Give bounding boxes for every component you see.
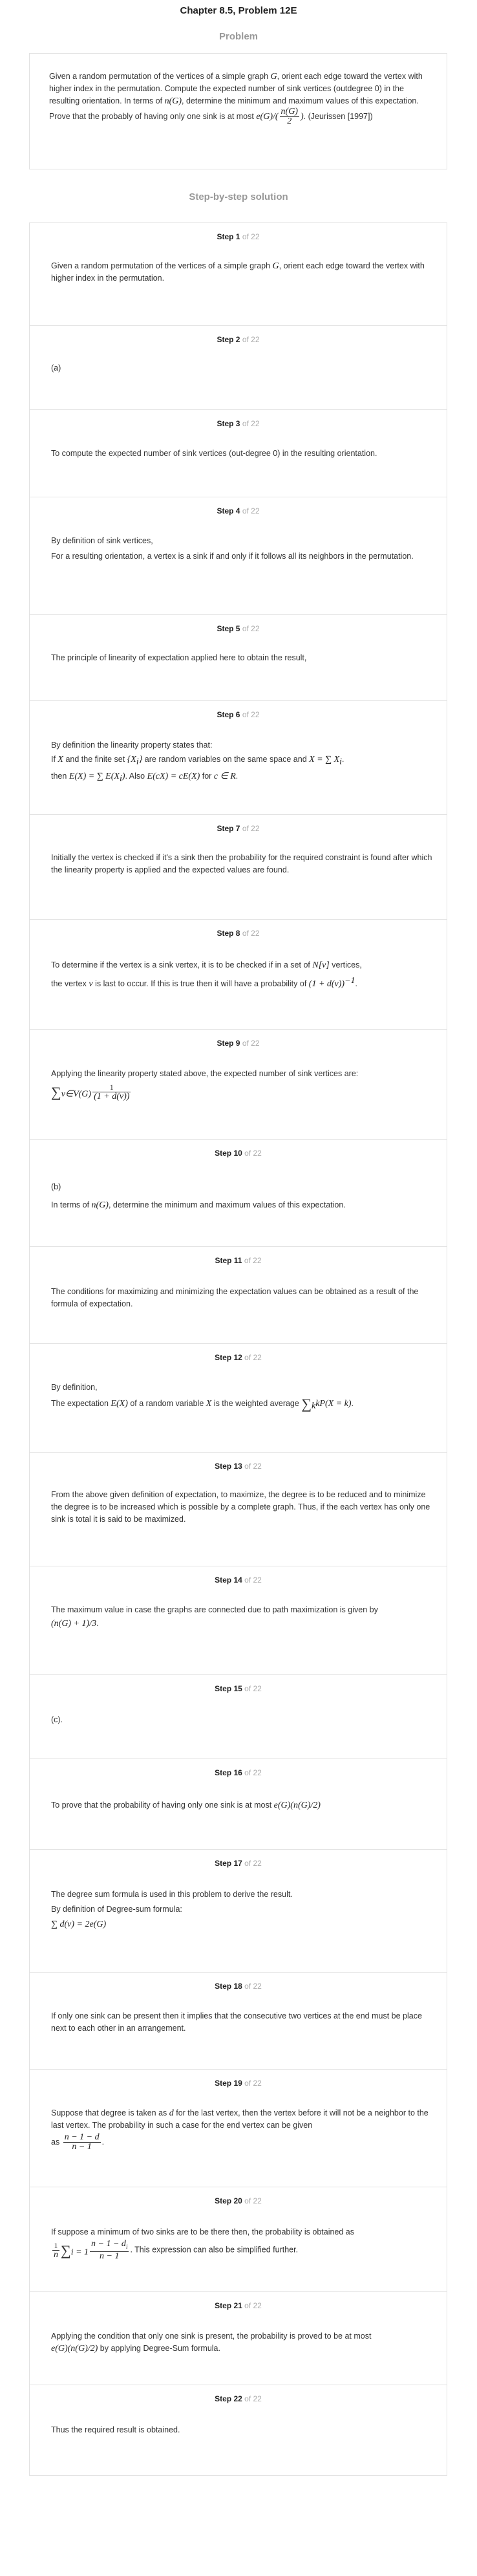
step-card: Step 9 of 22 Applying the linearity property stated above, the expected number of sink vertices are: $\sum_{v\in V(G)}$ $\frac{1}{(1 + d(v))}$ <box>29 1030 447 1140</box>
math-bound: e(G)/( <box>256 111 279 122</box>
step-total: of 22 <box>244 2301 262 2310</box>
page-title: Chapter 8.5, Problem 12E <box>180 5 297 16</box>
step-number: Step 9 <box>217 1039 240 1048</box>
step-number: Step 8 <box>217 929 240 938</box>
step-number: Step 20 <box>215 2196 242 2205</box>
step-card: Step 19 of 22 Suppose that degree is taken as d for the last vertex, then the vertex before it will not be a neighbor to the last vertex. The probability in such a case for the end vertex can be given as $\frac{n - 1 - d}{n - 1}$ . <box>29 2070 447 2187</box>
step-total: of 22 <box>244 1859 262 1868</box>
step-number: Step 3 <box>217 419 240 428</box>
step-card: Step 21 of 22 Applying the condition that only one sink is present, the probability is proved to be at most e(G)(n(G)/2) by applying Degree-Sum formula. <box>29 2292 447 2385</box>
step-number: Step 19 <box>215 2079 242 2088</box>
step-card: Step 1 of 22 Given a random permutation of the vertices of a simple graph G, orient each edge toward the vertex with higher index in the permutation. <box>29 222 447 326</box>
step-card: Step 2 of 22 (a) <box>29 326 447 410</box>
step-total: of 22 <box>244 1256 262 1265</box>
step-card: Step 13 of 22 From the above given definition of expectation, to maximize, the degree is to be reduced and to minimize the degree is to be increased which is possible by a complete graph. Thus, if the each vertex has only one sink is total it is said to be maximized. <box>29 1453 447 1566</box>
step-number: Step 10 <box>215 1149 242 1158</box>
problem-statement <box>29 53 447 169</box>
step-total: of 22 <box>244 1462 262 1471</box>
step-card: Step 8 of 22 To determine if the vertex is a sink vertex, it is to be checked if in a set of N[v] vertices, the vertex v is last to occur. If this is true then it will have a probability of $(1 + d(v))^{-1}$. <box>29 920 447 1030</box>
step-total: of 22 <box>244 1575 262 1585</box>
solution-heading: Step-by-step solution <box>189 191 288 202</box>
step-card: Step 14 of 22 The maximum value in case the graphs are connected due to path maximization is given by (n(G) + 1)/3. <box>29 1566 447 1675</box>
step-number: Step 1 <box>217 232 240 241</box>
problem-heading: Problem <box>218 31 258 42</box>
step-number: Step 2 <box>217 335 240 344</box>
step-card: Step 22 of 22 Thus the required result is obtained. <box>29 2385 447 2476</box>
step-card: Step 3 of 22 To compute the expected number of sink vertices (out-degree 0) in the resulting orientation. <box>29 410 447 497</box>
step-total: of 22 <box>244 1982 262 1991</box>
step-total: of 22 <box>244 1353 262 1362</box>
step-total: of 22 <box>242 929 260 938</box>
step-total: of 22 <box>242 335 260 344</box>
step-total: of 22 <box>242 232 260 241</box>
step-number: Step 15 <box>215 1684 242 1693</box>
step-number: Step 18 <box>215 1982 242 1991</box>
step-total: of 22 <box>242 710 260 719</box>
step-card: Step 4 of 22 By definition of sink vertices, For a resulting orientation, a vertex is a sink if and only if it follows all its neighbors in the permutation. <box>29 497 447 615</box>
problem-text: , determine the minimum and maximum values of this expectation. Prove that the probably of having only one sink is at most <box>49 96 419 121</box>
step-number: Step 13 <box>215 1462 242 1471</box>
step-number: Step 21 <box>215 2301 242 2310</box>
step-number: Step 16 <box>215 1768 242 1777</box>
step-number: Step 12 <box>215 1353 242 1362</box>
problem-text: Given a random permutation of the vertices of a simple graph <box>49 72 271 81</box>
problem-text: . (Jeurissen [1997]) <box>303 111 373 121</box>
step-total: of 22 <box>244 2079 262 2088</box>
step-card: Step 7 of 22 Initially the vertex is checked if it's a sink then the probability for the required constraint is found after which the linearity property is applied and the expected values are found. <box>29 815 447 920</box>
step-total: of 22 <box>242 624 260 633</box>
step-number: Step 7 <box>217 824 240 833</box>
step-card: Step 12 of 22 By definition, The expectation E(X) of a random variable X is the weighted average $\sum_kkP(X = k)$. <box>29 1344 447 1453</box>
step-total: of 22 <box>244 1684 262 1693</box>
math-fraction: $\frac{n(G)}{2}$ <box>281 107 298 126</box>
step-number: Step 5 <box>217 624 240 633</box>
step-total: of 22 <box>244 2394 262 2403</box>
step-card: Step 5 of 22 The principle of linearity of expectation applied here to obtain the result, <box>29 615 447 701</box>
step-card: Step 16 of 22 To prove that the probability of having only one sink is at most e(G)(n(G)/2) <box>29 1759 447 1850</box>
step-number: Step 6 <box>217 710 240 719</box>
step-card: Step 11 of 22 The conditions for maximizing and minimizing the expectation values can be obtained as a result of the formula of expectation. <box>29 1247 447 1344</box>
step-total: of 22 <box>244 1768 262 1777</box>
problem-text: , orient each edge toward the vertex with higher index in the permutation. Compute the expected number of sink vertices (outdegree 0) in the resulting orientation. In terms of <box>49 72 423 105</box>
step-total: of 22 <box>244 1149 262 1158</box>
step-card: Step 10 of 22 (b) In terms of n(G), determine the minimum and maximum values of this expectation. <box>29 1140 447 1247</box>
step-card: Step 18 of 22 If only one sink can be present then it implies that the consecutive two vertices at the end must be place next to each other in an arrangement. <box>29 1973 447 2070</box>
math-nG: n(G) <box>164 96 182 106</box>
step-card: Step 17 of 22 The degree sum formula is used in this problem to derive the result. By definition of Degree-sum formula: ∑ d(v) = 2e(G) <box>29 1850 447 1973</box>
step-card: Step 6 of 22 By definition the linearity property states that: If X and the finite set $\{X_i\}$ are random variables on the same space and X = ∑ $X_i$. then E(X) = ∑ $E(X_i)$. Also E(cX) = cE(X) for c ∈ R. <box>29 701 447 815</box>
step-number: Step 22 <box>215 2394 242 2403</box>
step-total: of 22 <box>244 2196 262 2205</box>
step-total: of 22 <box>242 419 260 428</box>
math-G: G <box>270 72 277 81</box>
math-bound-close: ) <box>300 111 304 122</box>
step-number: Step 11 <box>215 1256 242 1265</box>
step-card: Step 15 of 22 (c). <box>29 1675 447 1759</box>
step-total: of 22 <box>242 506 260 515</box>
step-total: of 22 <box>242 1039 260 1048</box>
step-number: Step 17 <box>215 1859 242 1868</box>
step-card: Step 20 of 22 If suppose a minimum of two sinks are to be there then, the probability is obtained as $\frac{1}{n}$ $\sum_{i = 1}$ $\frac{n - 1 - d_i}{n - 1}$ . This expression can also be simplified further. <box>29 2187 447 2292</box>
step-number: Step 14 <box>215 1575 242 1585</box>
step-number: Step 4 <box>217 506 240 515</box>
step-total: of 22 <box>242 824 260 833</box>
